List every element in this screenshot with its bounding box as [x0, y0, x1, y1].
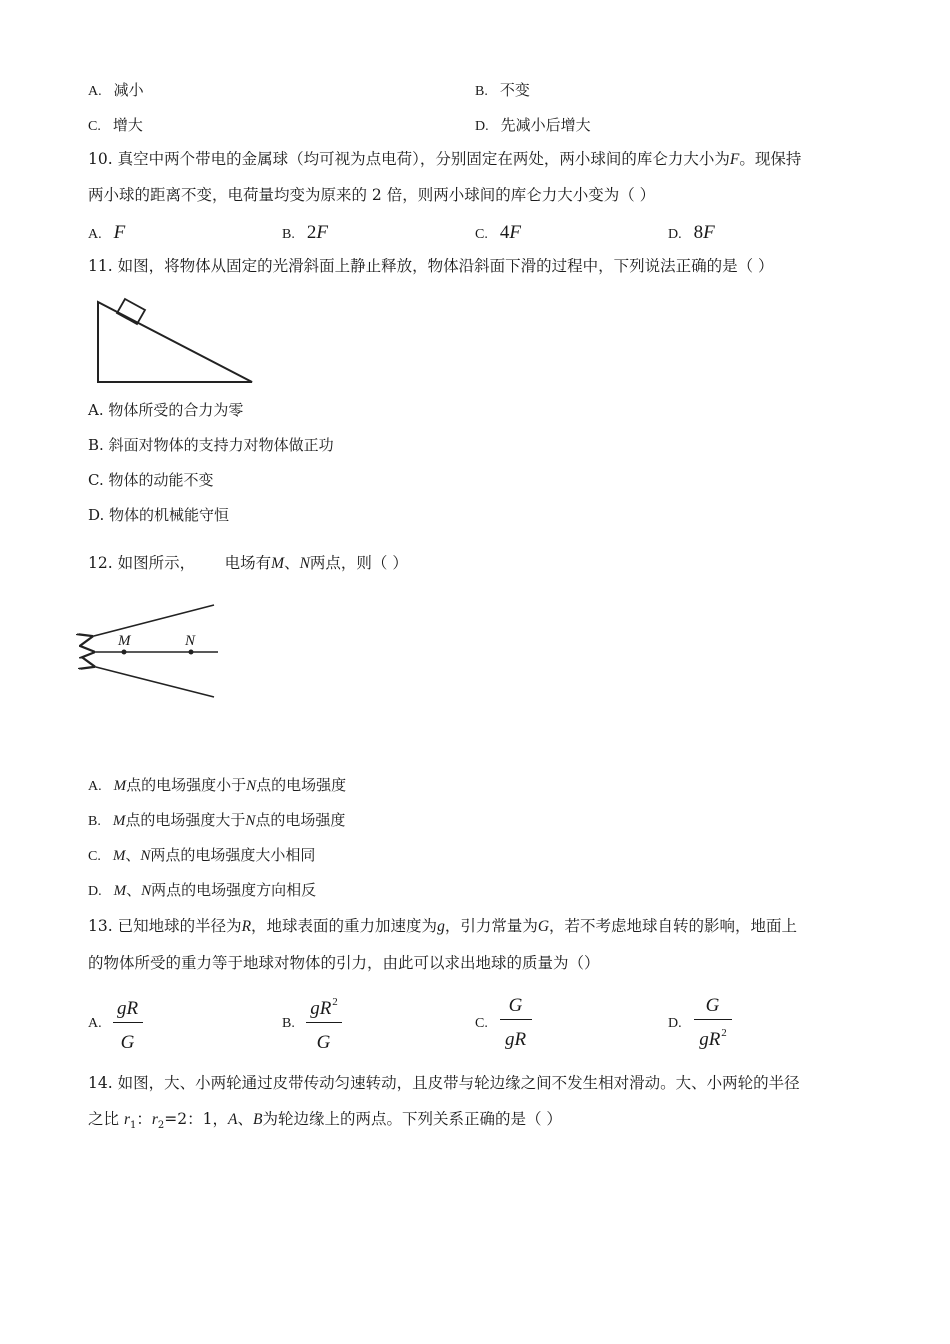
q13-option-b-fraction: [306, 990, 342, 1055]
numerator: [113, 990, 143, 1021]
q13-var-g: g: [437, 918, 445, 935]
q10-stem-line2: 两小球的距离不变，电荷量均变为原来的 2 倍，则两小球间的库仑力大小变为（ ）: [88, 186, 656, 204]
option-label: A.: [88, 779, 102, 794]
option-label: A.: [88, 84, 102, 99]
option-text: 增大: [112, 116, 143, 134]
option-text: 斜面对物体的支持力对物体做正功: [108, 436, 334, 454]
option-coef: 8: [693, 222, 704, 243]
q12-text: 、: [284, 554, 300, 572]
q14-var-b: B: [253, 1111, 263, 1128]
q12-text: 两点，则（ ）: [309, 554, 408, 572]
option-text: 点的电场强度: [255, 811, 346, 829]
label-n: N: [185, 633, 196, 649]
option-var: M: [113, 778, 127, 794]
q13-text: ，若不考虑地球自转的影响，地面上: [549, 917, 798, 935]
option-label: B.: [88, 436, 104, 454]
q14-var-a: A: [228, 1111, 238, 1128]
option-text: 两点的电场强度大小相同: [150, 846, 316, 864]
denominator: [113, 1024, 143, 1055]
denominator-text: gR: [699, 1029, 721, 1050]
option-text: 先减小后增大: [500, 116, 591, 134]
q14-text: 之比: [88, 1110, 124, 1128]
option-label: C.: [88, 471, 104, 489]
numerator: [500, 987, 532, 1018]
q14-var-r1: r: [123, 1111, 130, 1128]
numerator-text: gR: [116, 998, 139, 1019]
option-label: D.: [668, 227, 682, 242]
q14-var-r2: r: [151, 1111, 158, 1128]
option-label: B.: [475, 84, 488, 99]
option-label: C.: [88, 849, 101, 864]
option-var: M: [112, 848, 126, 864]
fraction-bar: [500, 1019, 532, 1020]
q14-text: ：: [136, 1110, 152, 1128]
numerator-text: G: [705, 995, 720, 1016]
q12-option-d: [88, 883, 316, 899]
q11-stem: 11. 如图，将物体从固定的光滑斜面上静止释放，物体沿斜面下滑的过程中，下列说法正确的是（ ）: [88, 257, 774, 275]
option-var: N: [140, 848, 151, 864]
q14-text: 、: [237, 1110, 253, 1128]
q14-sub-1: 1: [129, 1120, 137, 1132]
denominator-text: G: [120, 1032, 135, 1053]
numerator: [694, 987, 732, 1018]
option-text: 、: [125, 846, 141, 864]
numerator-exponent: 2: [332, 996, 338, 1008]
denominator: [694, 1021, 732, 1052]
point-m: [122, 650, 127, 655]
q13-option-c-fraction: [500, 987, 532, 1052]
option-label: A.: [88, 227, 102, 242]
q13-stem-line2: 的物体所受的重力等于地球对物体的引力，由此可以求出地球的质量为（）: [88, 954, 600, 972]
option-text: 物体的动能不变: [108, 471, 214, 489]
denominator: [500, 1021, 532, 1052]
q14-sub-2: 2: [157, 1120, 165, 1132]
q14-text: 为轮边缘上的两点。下列关系正确的是（ ）: [262, 1110, 562, 1128]
option-text: 物体的机械能守恒: [109, 506, 230, 524]
field-line-top: [90, 605, 214, 637]
q14-stem-line2: [88, 1112, 562, 1131]
option-label: D.: [475, 119, 489, 134]
q13-option-a-fraction: [113, 990, 143, 1055]
option-text: 点的电场强度大于: [125, 811, 246, 829]
denominator-exponent: 2: [721, 1027, 727, 1039]
q12-text: 12. 如图所示， 电场有: [88, 554, 272, 572]
option-text: 点的电场强度小于: [126, 776, 247, 794]
denominator: [306, 1024, 342, 1055]
option-var: N: [245, 813, 256, 829]
option-label: A.: [88, 401, 104, 419]
q13-option-a-label: A.: [88, 1016, 102, 1031]
option-var: M: [112, 813, 126, 829]
option-label: B.: [88, 814, 101, 829]
option-var: N: [246, 778, 257, 794]
option-var: F: [316, 222, 328, 243]
option-var: F: [113, 222, 126, 243]
q12-option-b: [88, 813, 345, 829]
numerator: [306, 990, 342, 1021]
q10-var-f: F: [729, 151, 740, 168]
option-var: M: [113, 883, 127, 899]
field-line-bottom: [92, 666, 214, 697]
option-label: B.: [282, 227, 295, 242]
q10-text: 。现保持: [739, 150, 802, 168]
option-text: 不变: [499, 81, 530, 99]
option-text: 物体所受的合力为零: [108, 401, 244, 419]
q12-option-c: [88, 848, 315, 864]
option-coef: 2: [306, 222, 317, 243]
q12-var-m: M: [271, 555, 285, 572]
numerator-text: G: [508, 995, 523, 1016]
q13-option-d-label: D.: [668, 1016, 682, 1031]
q13-stem-line1: [88, 919, 797, 935]
q13-option-b-label: B.: [282, 1016, 295, 1031]
denominator-text: gR: [504, 1029, 527, 1050]
q13-option-c-label: C.: [475, 1016, 488, 1031]
option-var: N: [141, 883, 152, 899]
option-label: C.: [88, 119, 101, 134]
label-m: M: [118, 633, 131, 649]
q13-text: ，引力常量为: [444, 917, 538, 935]
q13-text: ，地球表面的重力加速度为: [251, 917, 438, 935]
option-text: 减小: [113, 81, 144, 99]
option-text: 、: [126, 881, 142, 899]
fraction-bar: [113, 1022, 143, 1023]
denominator-text: G: [316, 1032, 331, 1053]
option-var: F: [509, 222, 521, 243]
option-coef: 4: [499, 222, 510, 243]
q12-option-a: [88, 778, 346, 794]
fraction-bar: [694, 1019, 732, 1020]
q13-var-r: R: [241, 918, 252, 935]
fraction-bar: [306, 1022, 342, 1023]
option-var: F: [703, 222, 715, 243]
option-text: 两点的电场强度方向相反: [151, 881, 317, 899]
numerator-text: gR: [310, 998, 332, 1019]
q12-var-n: N: [299, 555, 310, 572]
option-text: 点的电场强度: [256, 776, 347, 794]
option-label: D.: [88, 884, 102, 899]
option-label: C.: [475, 227, 488, 242]
q13-var-big-g: G: [537, 918, 550, 935]
q14-text: =2：1，: [164, 1110, 229, 1128]
q10-text: 10. 真空中两个带电的金属球（均可视为点电荷），分别固定在两处，两小球间的库仑力大小为: [88, 150, 730, 168]
q13-option-d-fraction: [694, 987, 732, 1052]
option-label: D.: [88, 506, 105, 524]
q14-stem-line1: 14. 如图，大、小两轮通过皮带传动匀速转动，且皮带与轮边缘之间不发生相对滑动。大、小两轮的半径: [88, 1074, 800, 1092]
point-n: [189, 650, 194, 655]
q13-text: 13. 已知地球的半径为: [88, 917, 242, 935]
